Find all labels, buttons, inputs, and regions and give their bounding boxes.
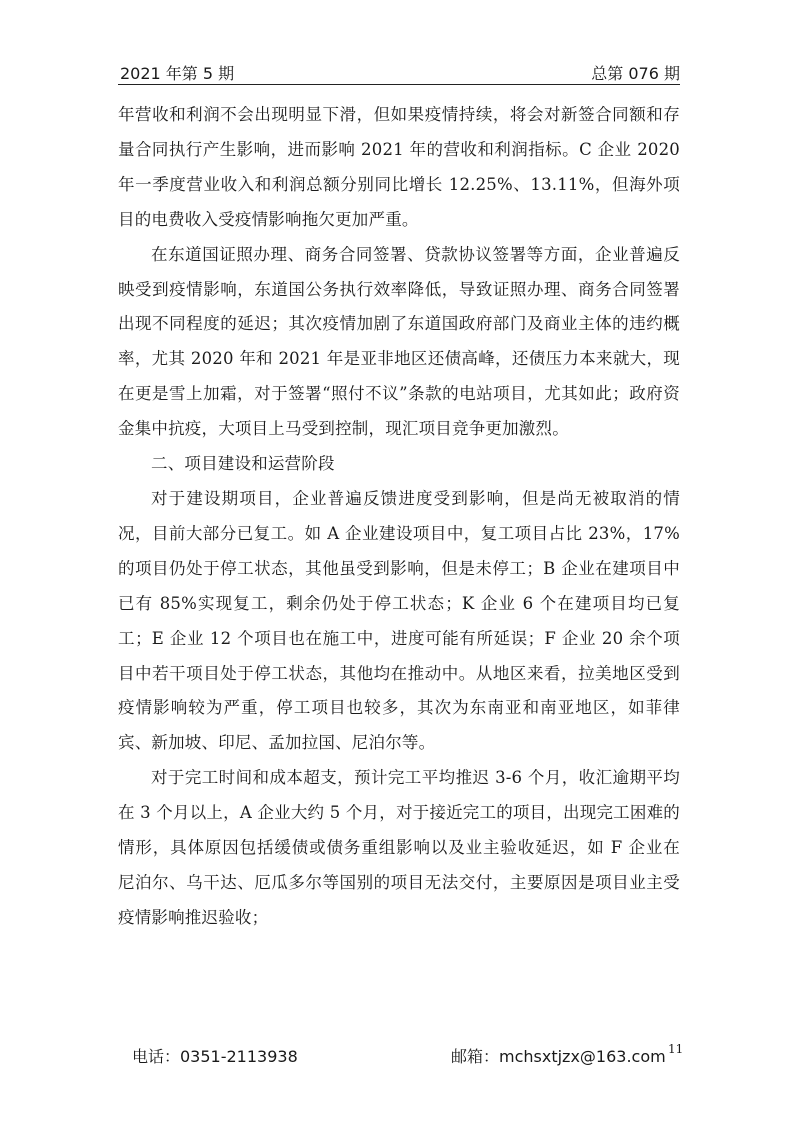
- section-heading: 二、项目建设和运营阶段: [151, 454, 335, 474]
- article-body: [118, 98, 680, 936]
- paragraph-continued: 年营收和利润不会出现明显下滑，但如果疫情持续，将会对新签合同额和存量合同执行产生影响，进而影响 2021 年的营收和利润指标。C 企业 2020 年一季度营业收入和利润总额分别同比增长 12.25%、13.11%，但海外项目的电费收入受疫情影响拖欠更加严重。: [118, 105, 680, 229]
- total-issue-number: 总第 076 期: [591, 64, 680, 83]
- footer-email: 邮箱：mchsxtjzx@163.com: [451, 1047, 666, 1066]
- issue-number: 2021 年第 5 期: [120, 64, 235, 83]
- paragraph: 在东道国证照办理、商务合同签署、贷款协议签署等方面，企业普遍反映受到疫情影响，东道国公务执行效率降低，导致证照办理、商务合同签署出现不同程度的延迟；其次疫情加剧了东道国政府部门及商业主体的违约概率，尤其 2020 年和 2021 年是亚非地区还债高峰，还债压力本来就大，现在更是雪上加霜，对于签署“照付不议”条款的电站项目，尤其如此；政府资金集中抗疫，大项目上马受到控制，现汇项目竞争更加激烈。: [118, 244, 680, 439]
- paragraph: 对于完工时间和成本超支，预计完工平均推迟 3-6 个月，收汇逾期平均在 3 个月以上，A 企业大约 5 个月，对于接近完工的项目，出现完工困难的情形，具体原因包括缓债或债务重组影响以及业主验收延迟，如 F 企业在 尼泊尔、乌干达、厄瓜多尔等国别的项目无法交付，主要原因是项目业主受疫情影响推迟验收；: [118, 768, 680, 927]
- page-number: 11: [668, 1042, 684, 1056]
- footer-phone: 电话：0351-2113938: [132, 1047, 298, 1066]
- paragraph: 对于建设期项目，企业普遍反馈进度受到影响，但是尚无被取消的情况，目前大部分已复工。如 A 企业建设项目中，复工项目占比 23%，17%的项目仍处于停工状态，其他虽受到影响，但是未停工；B 企业在建项目中已有 85%实现复工，剩余仍处于停工状态；K 企业 6 个在建项目均已复工；E 企业 12 个项目也在施工中，进度可能有所延误；F 企业 20 余个项目中若干项目处于停工状态，其他均在推动中。从地区来看，拉美地区受到疫情影响较为严重，停工项目也较多，其次为东南亚和南亚地区，如菲律宾、新加坡、印尼、孟加拉国、尼泊尔等。: [118, 488, 680, 753]
- page-header: [118, 60, 680, 85]
